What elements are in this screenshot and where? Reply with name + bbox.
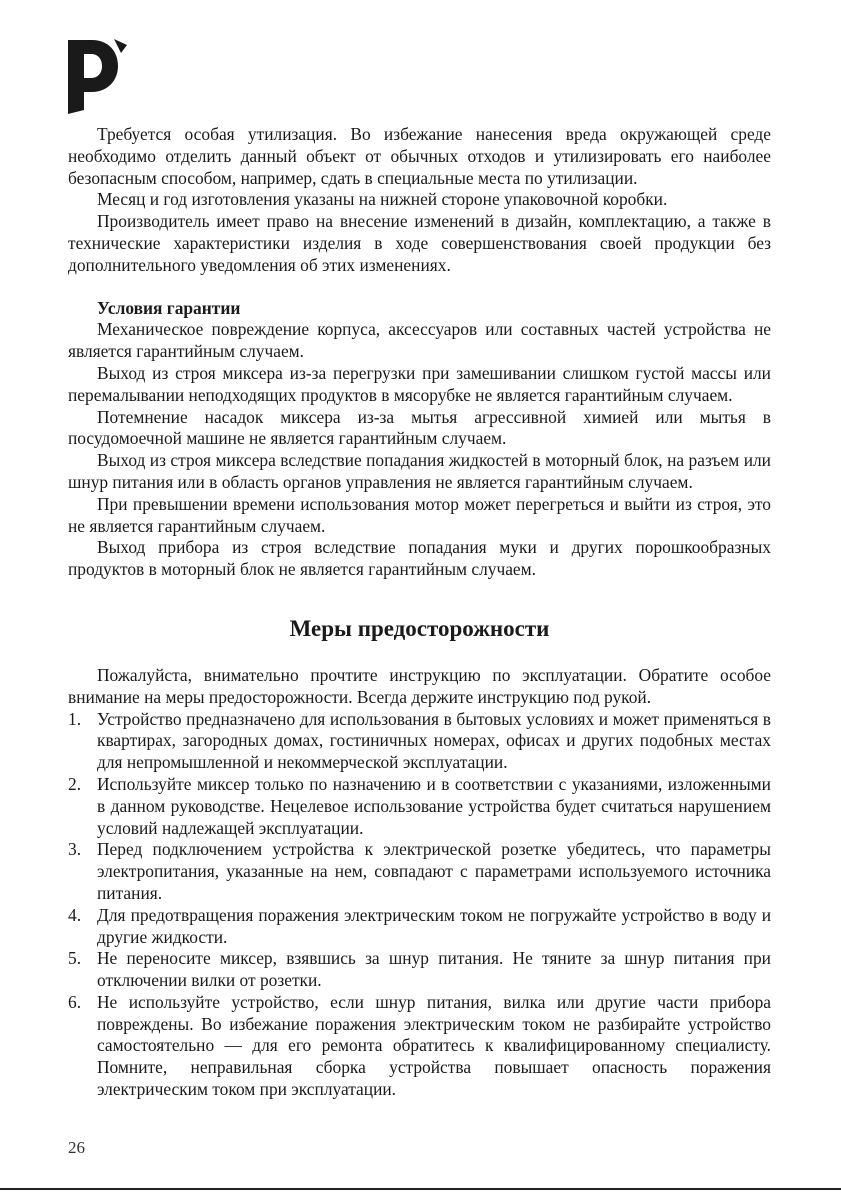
precautions-section	[68, 615, 771, 1101]
list-item	[68, 905, 771, 949]
list-item-text: Для предотвращения поражения электрическим током не погружайте устройство в воду и другие жидкости.	[97, 904, 771, 947]
intro-section	[68, 124, 771, 277]
paragraph: Выход прибора из строя вследствие попадания муки и других порошкообразных продуктов в моторный блок не является гарантийным случаем.	[68, 537, 771, 580]
list-item-text: Устройство предназначено для использования в бытовых условиях и может применяться в квартирах, загородных домах, гостиничных номерах, офисах и других подобных местах для непромышленной и некоммерческой эксплуатации.	[97, 708, 771, 773]
paragraph: Потемнение насадок миксера из-за мытья агрессивной химией или мытья в посудомоечной машине не является гарантийным случаем.	[68, 406, 771, 449]
list-number: 5.	[68, 948, 82, 969]
list-number: 4.	[68, 904, 82, 925]
paragraph: Требуется особая утилизация. Во избежание нанесения вреда окружающей среде необходимо отделить данный объект от обычных отходов и утилизировать его наиболее безопасным способом, например, сдать в специальные места по утилизации.	[68, 124, 771, 188]
list-item	[68, 948, 771, 992]
paragraph: Механическое повреждение корпуса, аксессуаров или составных частей устройства не является гарантийным случаем.	[68, 319, 771, 362]
list-number: 2.	[68, 773, 82, 794]
section-title: Меры предосторожности	[289, 615, 550, 641]
paragraph: Выход из строя миксера вследствие попадания жидкостей в моторный блок, на разъем или шнур питания или в область органов управления не является гарантийным случаем.	[68, 450, 771, 492]
list-item	[68, 839, 771, 904]
precautions-list	[68, 709, 771, 1101]
paragraph: Выход из строя миксера из-за перегрузки при замешивании слишком густой массы или перемалывании неподходящих продуктов в мясорубке не является гарантийным случаем.	[68, 362, 771, 405]
list-item	[68, 709, 771, 774]
paragraph: Пожалуйста, внимательно прочтите инструкцию по эксплуатации. Обратите особое внимание на меры предосторожности. Всегда держите инструкцию под рукой.	[68, 664, 771, 707]
list-item	[68, 992, 771, 1101]
list-item-text: Перед подключением устройства к электрической розетке убедитесь, что параметры электропитания, указанные на нем, совпадают с параметрами используемого источника питания.	[97, 839, 771, 903]
list-item-text: Используйте миксер только по назначению и в соответствии с указаниями, изложенными в данном руководстве. Нецелевое использование устройства будет считаться нарушением условий надлежащей эксплуатации.	[97, 773, 771, 838]
list-item	[68, 774, 771, 839]
paragraph: При превышении времени использования мотор может перегреться и выйти из строя, это не является гарантийным случаем.	[68, 493, 771, 536]
list-item-text: Не переносите миксер, взявшись за шнур питания. Не тяните за шнур питания при отключении вилки от розетки.	[97, 948, 771, 991]
paragraph: Производитель имеет право на внесение изменений в дизайн, комплектацию, а также в технические характеристики изделия в ходе совершенствования своей продукции без дополнительного уведомления об этих изменениях.	[68, 211, 771, 275]
list-number: 6.	[68, 991, 82, 1012]
brand-p-logo-icon	[66, 36, 128, 114]
warranty-section	[68, 298, 771, 581]
document-body	[68, 124, 771, 1101]
bottom-rule	[0, 1188, 841, 1190]
warranty-heading: Условия гарантии	[97, 297, 241, 318]
list-number: 3.	[68, 839, 82, 860]
paragraph: Месяц и год изготовления указаны на нижней стороне упаковочной коробки.	[97, 189, 668, 210]
list-item-text: Не используйте устройство, если шнур питания, вилка или другие части прибора повреждены. Во избежание поражения электрическим током не разбирайте устройство самостоятельно — для его ремонта обратитесь к квалифицированному специалисту. Помните, неправильная сборка устройства повышает опасность поражения электрическим током при эксплуатации.	[97, 991, 771, 1100]
list-number: 1.	[68, 708, 82, 729]
page-number: 26	[68, 1138, 85, 1157]
